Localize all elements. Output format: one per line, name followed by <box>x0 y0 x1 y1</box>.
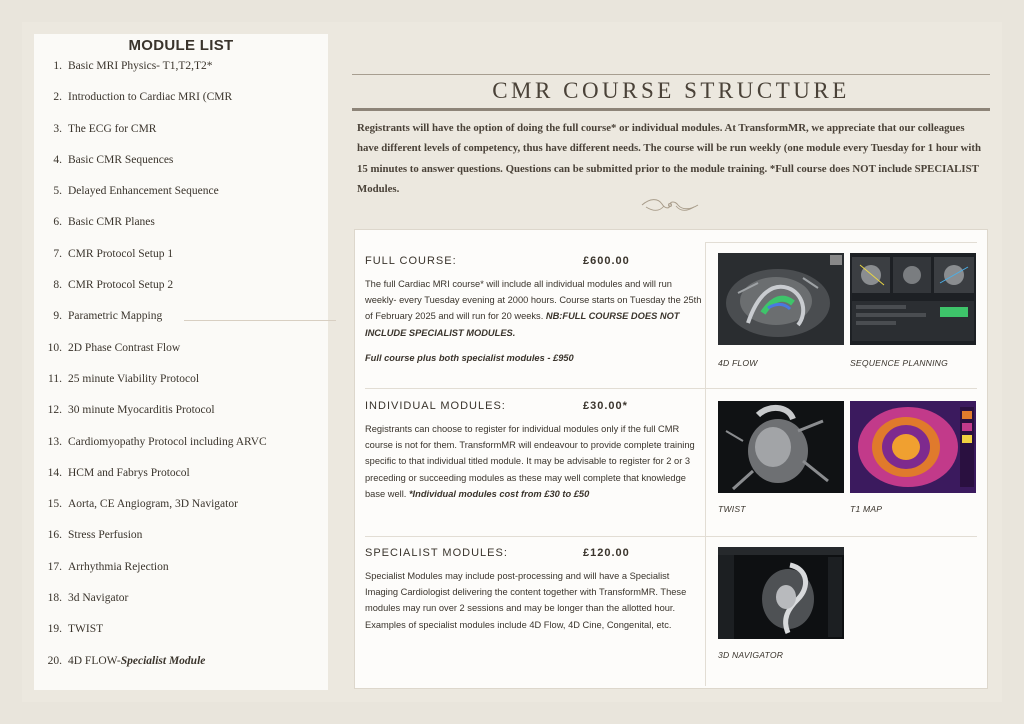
image-caption: 4D FLOW <box>718 358 758 368</box>
module-list-item <box>34 310 328 341</box>
sequence-planning-image <box>850 253 976 345</box>
section-body: The full Cardiac MRI course* will include all individual modules and will run weekly- every Tuesday evening at 2000 hours. Course starts on Tuesday the 25th of February 2025 and will run for 20 weeks. NB:FULL COURSE DOES NOT INCLUDE SPECIALIST MODULES. <box>365 279 702 338</box>
module-number: 18. <box>47 592 62 605</box>
divider <box>184 320 336 321</box>
module-list-panel <box>34 34 328 690</box>
module-list-item <box>34 404 328 435</box>
module-list-item <box>34 123 328 154</box>
divider <box>365 388 977 389</box>
module-list-item <box>34 91 328 122</box>
module-label: Delayed Enhancement Sequence <box>68 185 219 198</box>
module-label: Basic CMR Planes <box>68 216 155 229</box>
module-list-item <box>34 279 328 310</box>
image-caption: SEQUENCE PLANNING <box>850 358 948 368</box>
module-number: 6. <box>53 216 62 229</box>
image-caption: T1 MAP <box>850 504 883 514</box>
module-label: Arrhythmia Rejection <box>68 560 169 573</box>
module-number: 20. <box>47 654 62 667</box>
module-label: Basic CMR Sequences <box>68 153 174 166</box>
module-number: 19. <box>47 623 62 636</box>
module-label-italic: Specialist Module <box>120 654 206 667</box>
section-name: FULL COURSE: <box>365 255 457 267</box>
title-rule-bottom <box>352 108 990 111</box>
4d-flow-image <box>718 253 844 345</box>
image-caption: TWIST <box>718 504 746 514</box>
section-body: Registrants can choose to register for individual modules only if the full CMR course is not for them. TransformMR will endeavour to provide complete training specific to that individual titled module. It may be advisable to register for 2 or 3 preceding or succeeding modules as these may well complete that knowledge base well. *Individual modules cost from £30 to £50 <box>365 424 695 499</box>
module-number: 16. <box>47 529 62 542</box>
module-number: 9. <box>53 310 62 323</box>
module-label: Introduction to Cardiac MRI (CMR <box>68 91 233 104</box>
module-number: 15. <box>47 498 62 511</box>
section-price: £30.00* <box>583 400 628 412</box>
module-label: 30 minute Myocarditis Protocol <box>68 404 215 417</box>
flourish-ornament <box>640 196 700 214</box>
module-list-item <box>34 561 328 592</box>
module-list-item <box>34 373 328 404</box>
module-number: 4. <box>53 153 62 166</box>
module-list-item <box>34 154 328 185</box>
specialist-modules-section <box>365 547 705 633</box>
module-label: HCM and Fabrys Protocol <box>68 466 190 479</box>
full-plus-specialist-offer: Full course plus both specialist modules - £950 <box>365 352 574 363</box>
module-list-item <box>34 655 328 686</box>
module-label: TWIST <box>68 623 104 636</box>
module-number: 5. <box>53 185 62 198</box>
module-list-item <box>34 529 328 560</box>
module-label: Cardiomyopathy Protocol including ARVC <box>68 435 267 448</box>
intro-text: Registrants will have the option of doing the full course* or individual modules. At TransformMR, we appreciate that our colleagues have different levels of competency, thus have different needs. The course will be run weekly (one module every Tuesday for 1 hour with 15 minutes to answer questions. Questions can be submitted prior to the module training. *Full course does NOT include SPECIALIST Modules. <box>357 122 981 195</box>
section-name: SPECIALIST MODULES: <box>365 547 508 559</box>
module-number: 14. <box>47 466 62 479</box>
module-list-item <box>34 185 328 216</box>
module-label: Parametric Mapping <box>68 310 163 323</box>
module-label: 3d Navigator <box>68 592 129 605</box>
module-number: 8. <box>53 279 62 292</box>
module-label: 25 minute Viability Protocol <box>68 372 200 385</box>
module-label: 2D Phase Contrast Flow <box>68 341 181 354</box>
module-number: 1. <box>53 60 62 72</box>
module-number: 12. <box>47 404 62 417</box>
page-title: CMR COURSE STRUCTURE <box>492 78 850 103</box>
module-list-item <box>34 467 328 498</box>
module-label: Basic MRI Physics- T1,T2,T2* <box>68 60 213 72</box>
module-list-item <box>34 498 328 529</box>
module-label: Stress Perfusion <box>68 529 143 542</box>
module-number: 11. <box>48 372 62 385</box>
twist-image <box>718 401 844 493</box>
divider <box>705 242 977 243</box>
module-list-item <box>34 623 328 654</box>
full-course-section <box>365 255 705 363</box>
3d-navigator-image <box>718 547 844 639</box>
module-label: 4D FLOW- <box>68 654 121 667</box>
module-label: CMR Protocol Setup 1 <box>68 247 174 260</box>
module-list-item <box>34 436 328 467</box>
individual-modules-section <box>365 400 705 502</box>
module-number: 17. <box>47 560 62 573</box>
module-list <box>34 60 328 686</box>
t1-map-image <box>850 401 976 493</box>
divider <box>705 242 706 686</box>
module-label: Aorta, CE Angiogram, 3D Navigator <box>68 498 238 511</box>
section-name: INDIVIDUAL MODULES: <box>365 400 506 412</box>
image-caption: 3D NAVIGATOR <box>718 650 784 660</box>
module-number: 3. <box>53 122 62 135</box>
module-label: CMR Protocol Setup 2 <box>68 279 174 292</box>
section-price: £600.00 <box>583 255 630 267</box>
module-number: 10. <box>47 341 62 354</box>
section-price: £120.00 <box>583 547 630 559</box>
module-list-item <box>34 592 328 623</box>
section-body: Specialist Modules may include post-processing and will have a Specialist Imaging Cardiologist delivering the content together with TransformMR. These modules may run over 2 sessions and may be longer than the allotted hour. Examples of specialist modules include 4D Flow, 4D Cine, Congenital, etc. <box>365 571 687 630</box>
module-number: 13. <box>47 435 62 448</box>
module-list-item <box>34 342 328 373</box>
module-list-title: MODULE LIST <box>128 37 234 54</box>
course-options-panel <box>354 229 988 689</box>
module-list-item <box>34 248 328 279</box>
module-number: 7. <box>53 247 62 260</box>
divider <box>365 536 977 537</box>
module-list-item <box>34 216 328 247</box>
module-number: 2. <box>53 91 62 104</box>
module-list-item <box>34 60 328 91</box>
title-rule-top <box>352 74 990 75</box>
module-label: The ECG for CMR <box>68 122 157 135</box>
